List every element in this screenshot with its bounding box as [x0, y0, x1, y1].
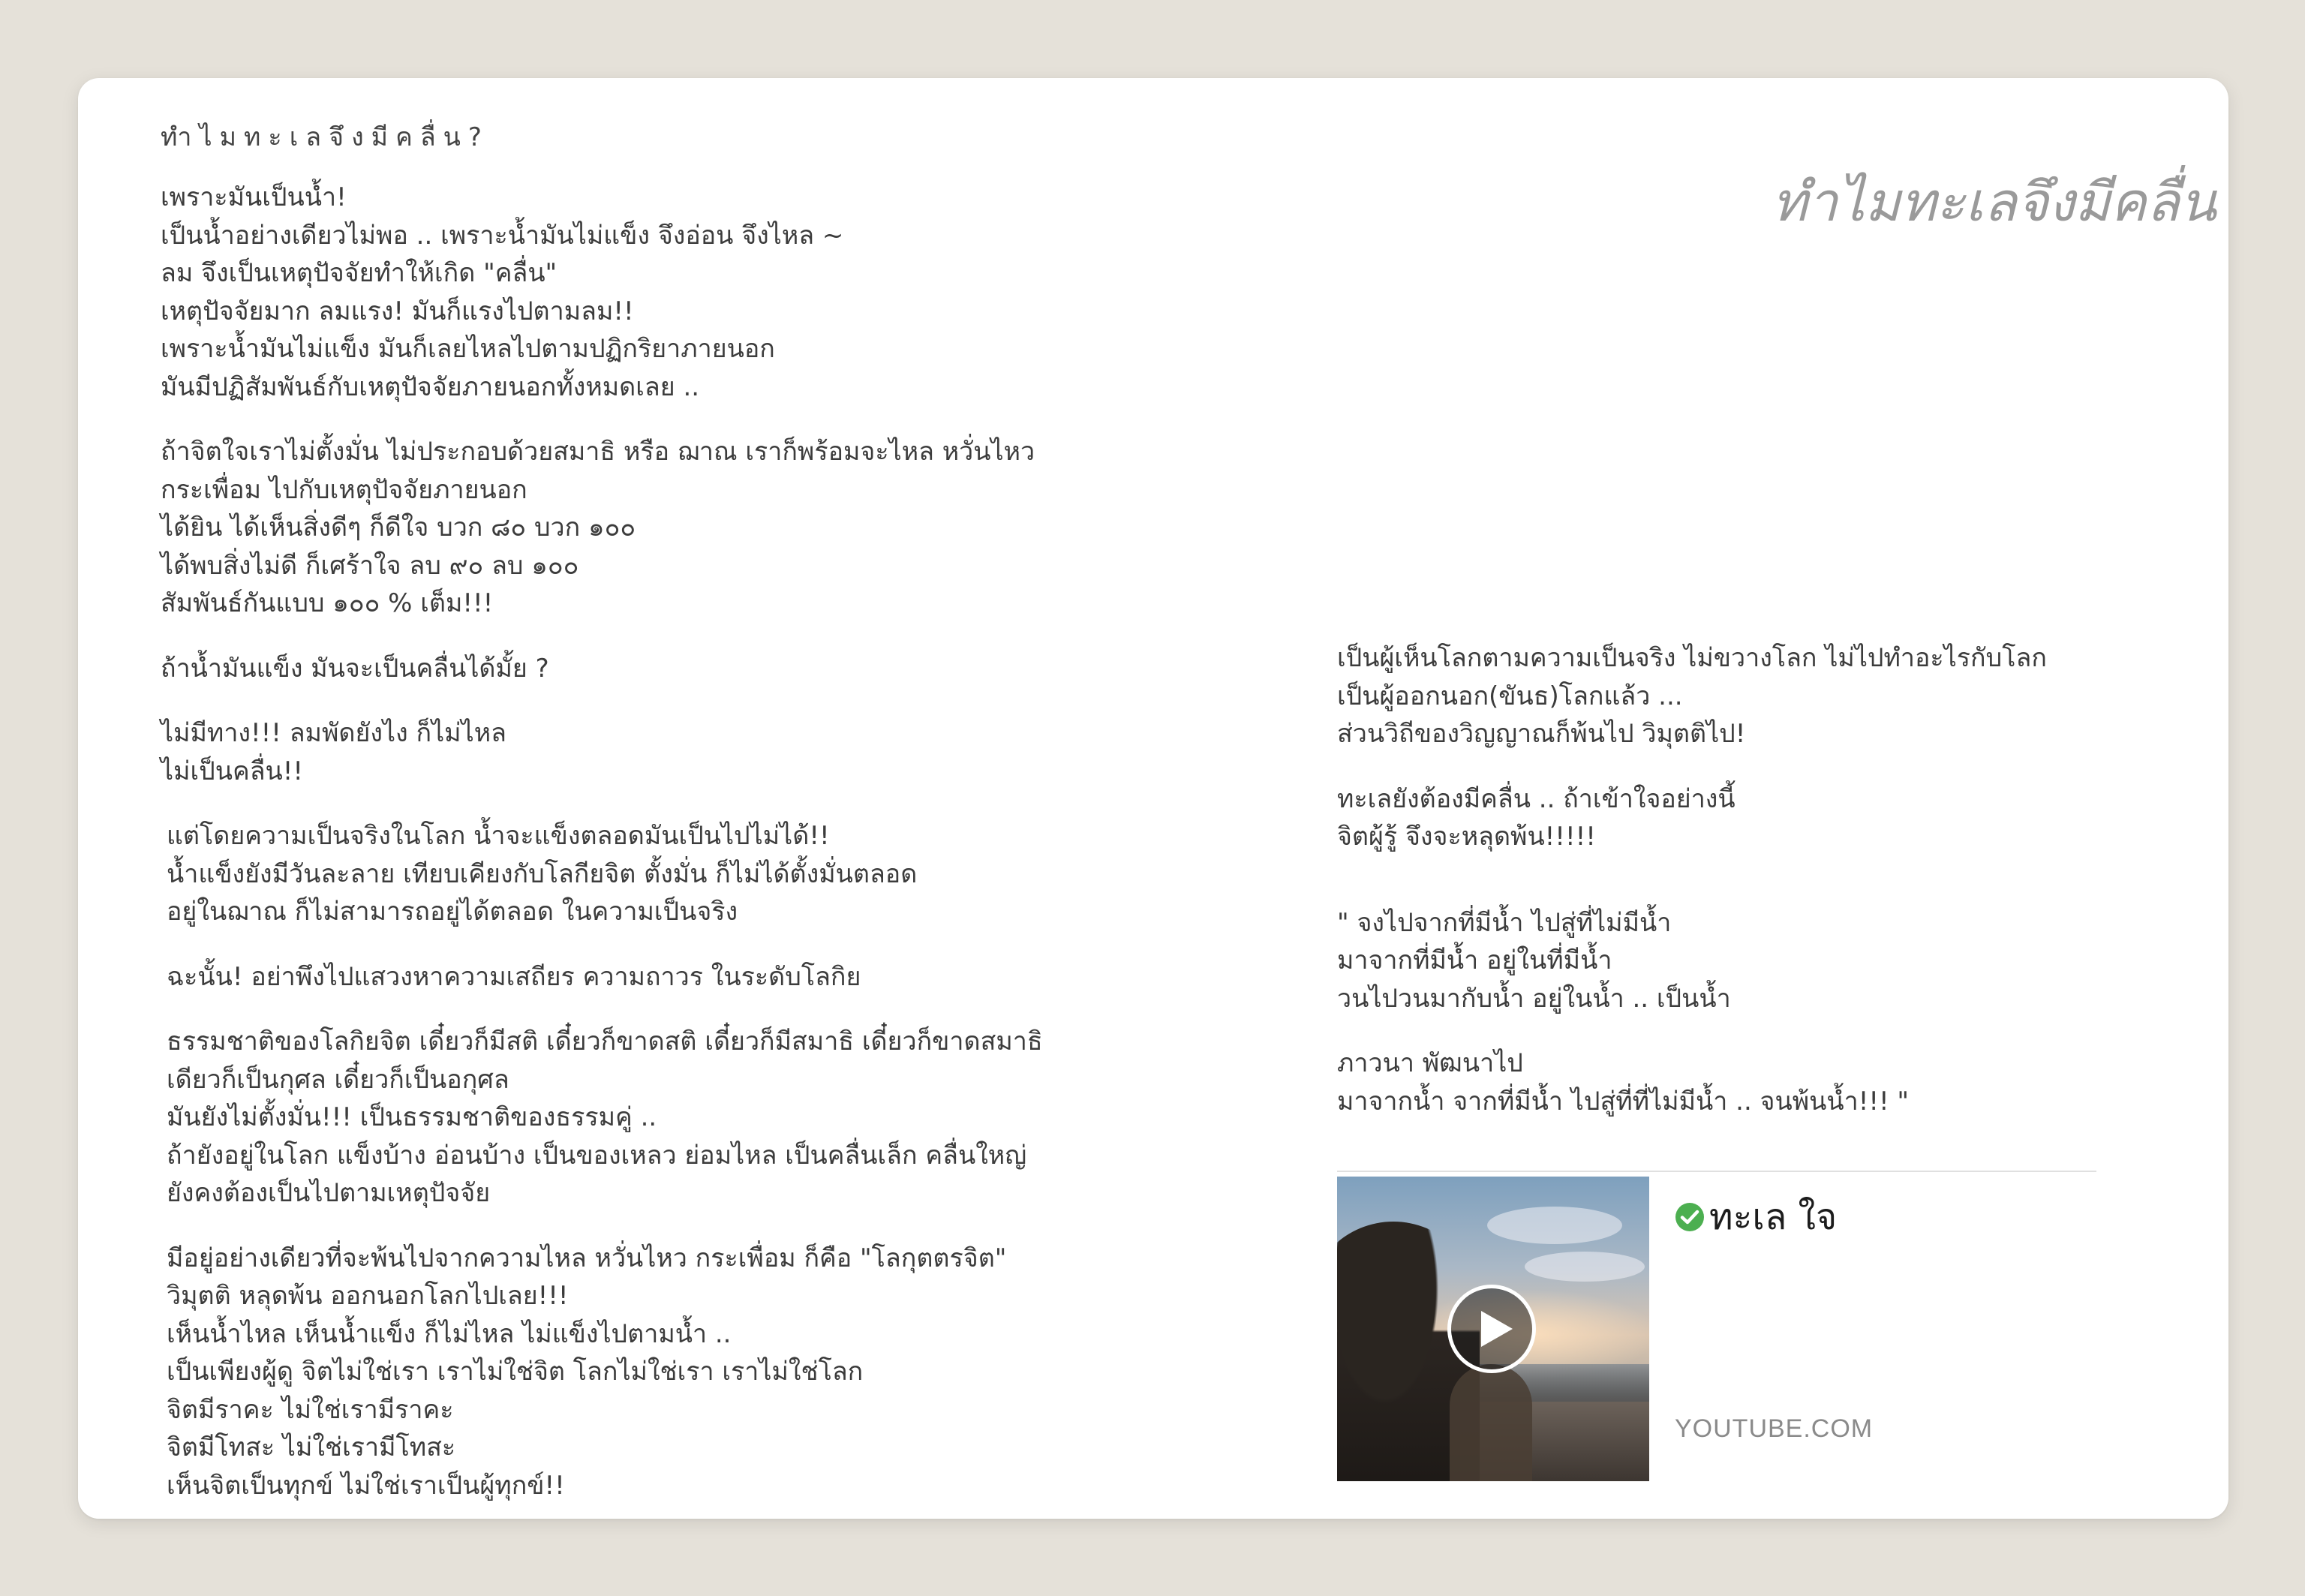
text-line: ได้ยิน ได้เห็นสิ่งดีๆ ก็ดีใจ บวก ๘๐ บวก ๑๐๐ [161, 512, 636, 543]
text-line: ถ้าจิตใจเราไม่ตั้งมั่น ไม่ประกอบด้วยสมาธิ หรือ ฌาณ เราก็พร้อมจะไหล หวั่นไหว [161, 437, 1035, 467]
text-line: " จงไปจากที่มีน้ำ ไปสู่ที่ไม่มีน้ำ [1337, 907, 1672, 938]
paragraph [1337, 780, 2192, 856]
thumbnail-cloud [1525, 1252, 1645, 1282]
decorative-title: ทำไมทะเลจึงมีคลื่น [1772, 170, 2216, 233]
text-line: จิตมีโทสะ ไม่ใช่เรามีโทสะ [167, 1432, 456, 1462]
paragraph [161, 714, 1316, 790]
video-thumbnail[interactable] [1337, 1177, 1649, 1481]
paragraph [161, 1023, 1316, 1213]
post-body-left [161, 119, 1316, 1519]
paragraph [1337, 904, 2192, 1018]
paragraph [161, 817, 1316, 931]
post-card [78, 78, 2228, 1519]
text-line: ส่วนวิถีของวิญญาณก็พ้นไป วิมุตติไป! [1337, 719, 1746, 749]
text-line: อยู่ในฌาณ ก็ไม่สามารถอยู่ได้ตลอด ในความเป็นจริง [167, 897, 738, 927]
paragraph [1337, 639, 2192, 753]
text-line: ลม จึงเป็นเหตุปัจจัยทำให้เกิด "คลื่น" [161, 258, 557, 288]
text-line: มันยังไม่ตั้งมั่น!!! เป็นธรรมชาติของธรรมคู่ .. [167, 1102, 657, 1132]
text-line: เป็นเพียงผู้ดู จิตไม่ใช่เรา เราไม่ใช่จิต โลกไม่ใช่เรา เราไม่ใช่โลก [167, 1357, 864, 1387]
video-title[interactable]: ทะเล ใจ [1709, 1196, 1838, 1238]
paragraph [161, 650, 1316, 688]
text-line: กระเพื่อม ไปกับเหตุปัจจัยภายนอก [161, 474, 527, 505]
source-domain: YOUTUBE.COM [1675, 1414, 1874, 1443]
text-line: ไม่มีทาง!!! ลมพัดยังไง ก็ไม่ไหล [161, 718, 506, 748]
text-line: ไม่เป็นคลื่น!! [161, 756, 304, 786]
post-heading: ทำไมทะเลจึงมีคลื่น? [161, 122, 489, 152]
text-line: น้ำแข็งยังมีวันละลาย เทียบเคียงกับโลกียจิต ตั้งมั่น ก็ไม่ได้ตั้งมั่นตลอด [167, 858, 918, 889]
text-line: มาจากที่มีน้ำ อยู่ในที่มีน้ำ [1337, 945, 1612, 975]
text-line: เป็นผู้ออกนอก(ขันธ)โลกแล้ว ... [1337, 681, 1683, 711]
text-line: ทะเลยังต้องมีคลื่น .. ถ้าเข้าใจอย่างนี้ [1337, 783, 1736, 814]
text-line: จิตมีราคะ ไม่ใช่เรามีราคะ [167, 1394, 454, 1425]
play-icon [1478, 1309, 1516, 1348]
post-body-right [1337, 639, 2192, 1147]
youtube-link-preview[interactable] [1337, 1171, 2096, 1481]
thumbnail-cloud [1487, 1207, 1622, 1244]
text-line: มีอยู่อย่างเดียวที่จะพ้นไปจากความไหล หวั่นไหว กระเพื่อม ก็คือ "โลกุตตรจิต" [167, 1243, 1007, 1273]
video-title-row[interactable] [1675, 1195, 1837, 1240]
text-line: เห็นน้ำไหล เห็นน้ำแข็ง ก็ไม่ไหล ไม่แข็งไปตามน้ำ .. [167, 1318, 732, 1349]
paragraph [161, 433, 1316, 623]
paragraph [161, 958, 1316, 996]
paragraph [161, 179, 1316, 406]
play-button[interactable] [1447, 1285, 1536, 1373]
text-line: มันมีปฏิสัมพันธ์กับเหตุปัจจัยภายนอกทั้งหมดเลย .. [161, 371, 700, 402]
text-line: ถ้าน้ำมันแข็ง มันจะเป็นคลื่นได้มั้ย ? [161, 653, 549, 684]
text-line: เพราะมันเป็นน้ำ! [161, 182, 347, 212]
text-line: ได้พบสิ่งไม่ดี ก็เศร้าใจ ลบ ๙๐ ลบ ๑๐๐ [161, 550, 579, 581]
card-bottom-fade [78, 1508, 2228, 1519]
text-line: จิตผู้รู้ จึงจะหลุดพ้น!!!!! [1337, 822, 1596, 852]
paragraph [161, 1240, 1316, 1505]
text-line: เหตุปัจจัยมาก ลมแรง! มันก็แรงไปตามลม!! [161, 296, 634, 326]
text-line: เพราะน้ำมันไม่แข็ง มันก็เลยไหลไปตามปฏิกริยาภายนอก [161, 334, 775, 364]
text-line: แต่โดยความเป็นจริงในโลก น้ำจะแข็งตลอดมันเป็นไปไม่ได้!! [167, 821, 830, 851]
text-line: ธรรมชาติของโลกิยจิต เดี๋ยวก็มีสติ เดี๋ยวก็ขาดสติ เดี๋ยวก็มีสมาธิ เดี๋ยวก็ขาดสมาธิ [167, 1026, 1043, 1056]
text-line: วนไปวนมากับน้ำ อยู่ในน้ำ .. เป็นน้ำ [1337, 983, 1731, 1014]
text-line: เดียวก็เป็นกุศล เดี๋ยวก็เป็นอกุศล [167, 1064, 509, 1095]
text-line: ภาวนา พัฒนาไป [1337, 1048, 1523, 1078]
text-line: ถ้ายังอยู่ในโลก แข็งบ้าง อ่อนบ้าง เป็นของเหลว ย่อมไหล เป็นคลื่นเล็ก คลื่นใหญ่ [167, 1140, 1027, 1171]
text-line: ยังคงต้องเป็นไปตามเหตุปัจจัย [167, 1178, 491, 1208]
text-line: มาจากน้ำ จากที่มีน้ำ ไปสู่ที่ที่ไม่มีน้ำ .. จนพ้นน้ำ!!! " [1337, 1086, 1910, 1117]
text-line: เป็นผู้เห็นโลกตามความเป็นจริง ไม่ขวางโลก ไม่ไปทำอะไรกับโลก [1337, 643, 2047, 673]
text-line: วิมุตติ หลุดพ้น ออกนอกโลกไปเลย!!! [167, 1281, 569, 1311]
check-circle-icon [1675, 1202, 1705, 1232]
paragraph [1337, 1044, 2192, 1120]
text-line: เห็นจิตเป็นทุกข์ ไม่ใช่เราเป็นผู้ทุกข์!! [167, 1470, 565, 1501]
text-line: เป็นน้ำอย่างเดียวไม่พอ .. เพราะน้ำมันไม่แข็ง จึงอ่อน จึงไหล ~ [161, 220, 844, 251]
text-line: ฉะนั้น! อย่าพึงไปแสวงหาความเสถียร ความถาวร ในระดับโลกิย [167, 961, 861, 992]
text-line: สัมพันธ์กันแบบ ๑๐๐ % เต็ม!!! [161, 588, 494, 618]
thumbnail-second-figure [1450, 1364, 1532, 1481]
